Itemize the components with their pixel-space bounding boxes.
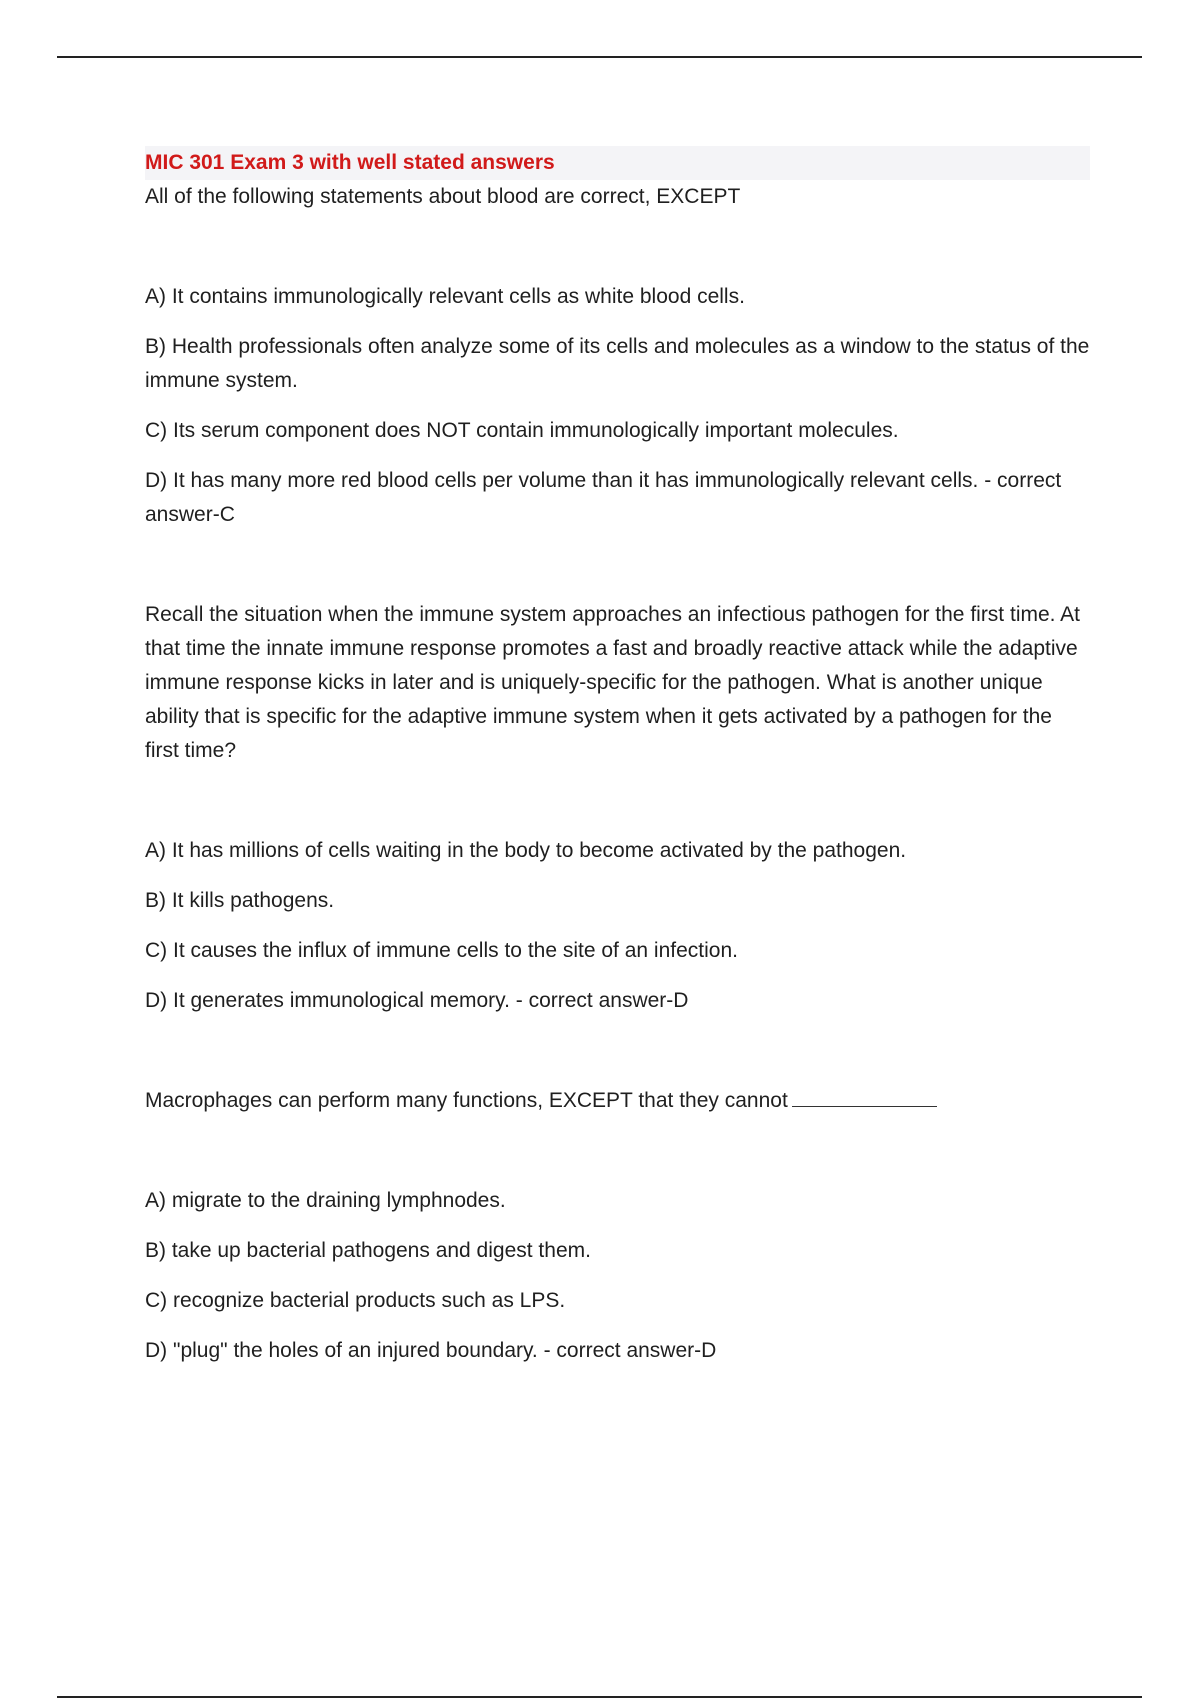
fill-in-blank (792, 1084, 937, 1107)
option-a: A) It has millions of cells waiting in the body to become activated by the pathogen. (145, 839, 907, 862)
option-c: C) recognize bacterial products such as LPS. (145, 1289, 566, 1312)
option-d: D) It generates immunological memory. - correct answer-D (145, 989, 689, 1012)
option-b: B) Health professionals often analyze some of its cells and molecules as a window to the status of the immune system. (145, 335, 1090, 392)
option-d: D) It has many more red blood cells per volume than it has immunologically relevant cells. - correct answer-C (145, 469, 1062, 526)
option-b: B) take up bacterial pathogens and digest them. (145, 1239, 591, 1262)
header-rule (57, 56, 1142, 58)
document-body (145, 146, 1090, 1368)
footer-rule (57, 1696, 1142, 1698)
question-stem: Recall the situation when the immune system approaches an infectious pathogen for the first time. At that time the innate immune response promotes a fast and broadly reactive attack while the adaptive immune response kicks in later and is uniquely-specific for the pathogen. What is another unique ability that is specific for the adaptive immune system when it gets activated by a pathogen for the first time? (145, 603, 1081, 762)
option-a: A) migrate to the draining lymphnodes. (145, 1189, 506, 1212)
title-bar (145, 146, 1090, 180)
option-c: C) It causes the influx of immune cells to the site of an infection. (145, 939, 738, 962)
question-stem: Macrophages can perform many functions, EXCEPT that they cannot (145, 1089, 788, 1112)
option-b: B) It kills pathogens. (145, 889, 335, 912)
question-stem-row (145, 1084, 1090, 1118)
option-c: C) Its serum component does NOT contain immunologically important molecules. (145, 419, 899, 442)
document-title: MIC 301 Exam 3 with well stated answers (145, 151, 555, 174)
question-2 (145, 598, 1090, 1018)
option-d: D) "plug" the holes of an injured boundary. - correct answer-D (145, 1339, 717, 1362)
question-3 (145, 1084, 1090, 1368)
option-a: A) It contains immunologically relevant cells as white blood cells. (145, 285, 745, 308)
question-stem: All of the following statements about blood are correct, EXCEPT (145, 185, 741, 208)
question-1 (145, 180, 1090, 532)
